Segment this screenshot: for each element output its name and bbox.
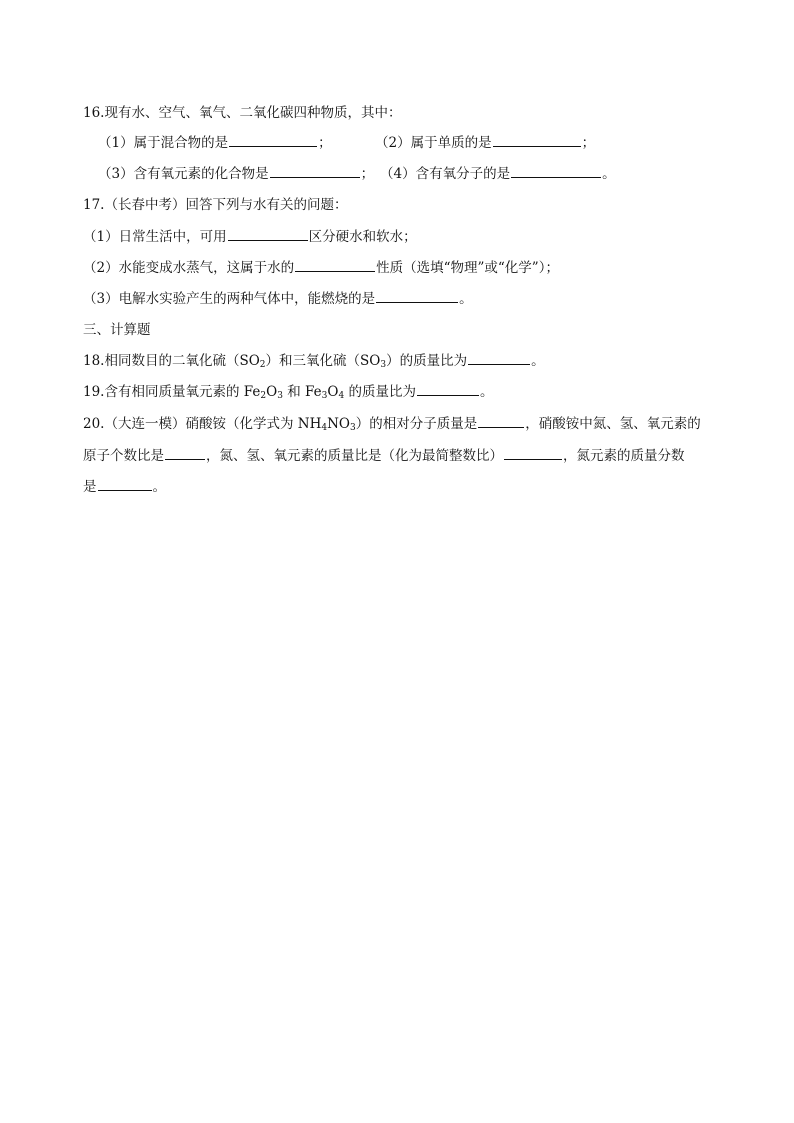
q16-part2: （2）属于单质的是 ； xyxy=(375,135,596,151)
q17-part1: （1）日常生活中，可用 区分硬水和软水； xyxy=(83,229,417,245)
q20-line3: 是 。 xyxy=(83,479,166,495)
answer-blank[interactable] xyxy=(98,478,152,491)
answer-blank[interactable] xyxy=(270,165,360,178)
q20-line1: 20.（大连一模）硝酸铵（化学式为 $NH_4NO_3$）的相对分子质量是 ，硝酸铵中氮、氢、氧元素的 xyxy=(83,416,701,433)
answer-blank[interactable] xyxy=(504,447,562,460)
q16-part3: （3）含有氧元素的化合物是 ； xyxy=(98,166,375,182)
q19: 19.含有相同质量氧元素的 $Fe_2O_3$ 和 $Fe_3O_4$ 的质量比为 。 xyxy=(83,384,494,401)
q16-part4: （4）含有氧分子的是 。 xyxy=(380,166,616,182)
answer-blank[interactable] xyxy=(478,415,524,428)
answer-blank[interactable] xyxy=(417,383,479,396)
answer-blank[interactable] xyxy=(228,228,308,241)
q20-line2: 原子个数比是 ，氮、氢、氧元素的质量比是（化为最简整数比） ，氮元素的质量分数 xyxy=(83,448,685,464)
answer-blank[interactable] xyxy=(295,259,375,272)
q18: 18.相同数目的二氧化硫$(SO_2)$和三氧化硫$(SO_3)$的质量比为 。 xyxy=(83,353,545,370)
section-title: 三、计算题 xyxy=(83,322,151,338)
answer-blank[interactable] xyxy=(229,134,317,147)
answer-blank[interactable] xyxy=(165,447,205,460)
answer-blank[interactable] xyxy=(468,352,530,365)
q16-stem: 16.现有水、空气、氧气、二氧化碳四种物质，其中： xyxy=(83,105,402,121)
q16-part1: （1）属于混合物的是 ； xyxy=(98,135,332,151)
q17-stem: 17.（长春中考）回答下列与水有关的问题： xyxy=(83,197,348,213)
answer-blank[interactable] xyxy=(493,134,581,147)
q17-part2: （2）水能变成水蒸气，这属于水的 性质（选填“物理”或“化学”）； xyxy=(83,260,559,276)
answer-blank[interactable] xyxy=(511,165,601,178)
q17-part3: （3）电解水实验产生的两种气体中，能燃烧的是 。 xyxy=(83,291,473,307)
answer-blank[interactable] xyxy=(376,290,458,303)
